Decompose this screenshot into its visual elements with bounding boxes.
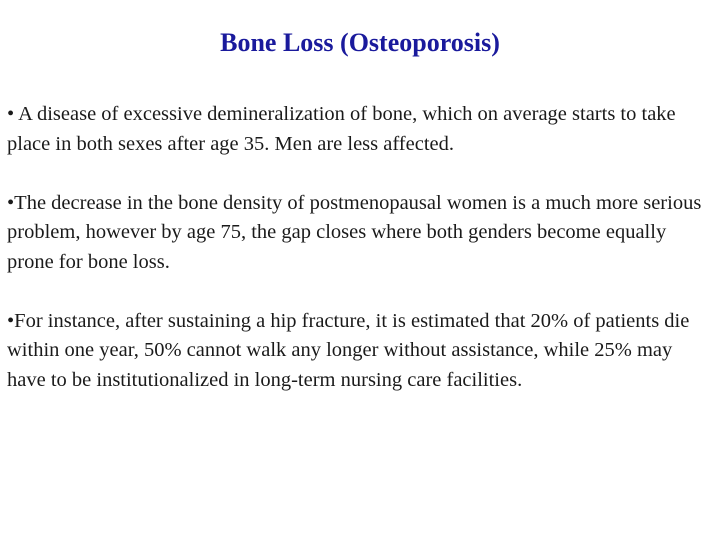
bullet-paragraph-postmenopausal: •The decrease in the bone density of postmenopausal women is a much more serious problem, however by age 75, the gap closes where both genders become equally prone for bone loss. [7,191,702,273]
slide-title: Bone Loss (Osteoporosis) [220,28,500,57]
bullet-paragraph-demineralization: • A disease of excessive demineralization of bone, which on average starts to take place in both sexes after age 35. Men are less affected. [7,103,676,155]
slide-body [7,100,713,395]
bullet-paragraph-hip-fracture: •For instance, after sustaining a hip fracture, it is estimated that 20% of patients die within one year, 50% cannot walk any longer without assistance, while 25% may have to be institutionalized in long-term nursing care facilities. [7,309,690,391]
